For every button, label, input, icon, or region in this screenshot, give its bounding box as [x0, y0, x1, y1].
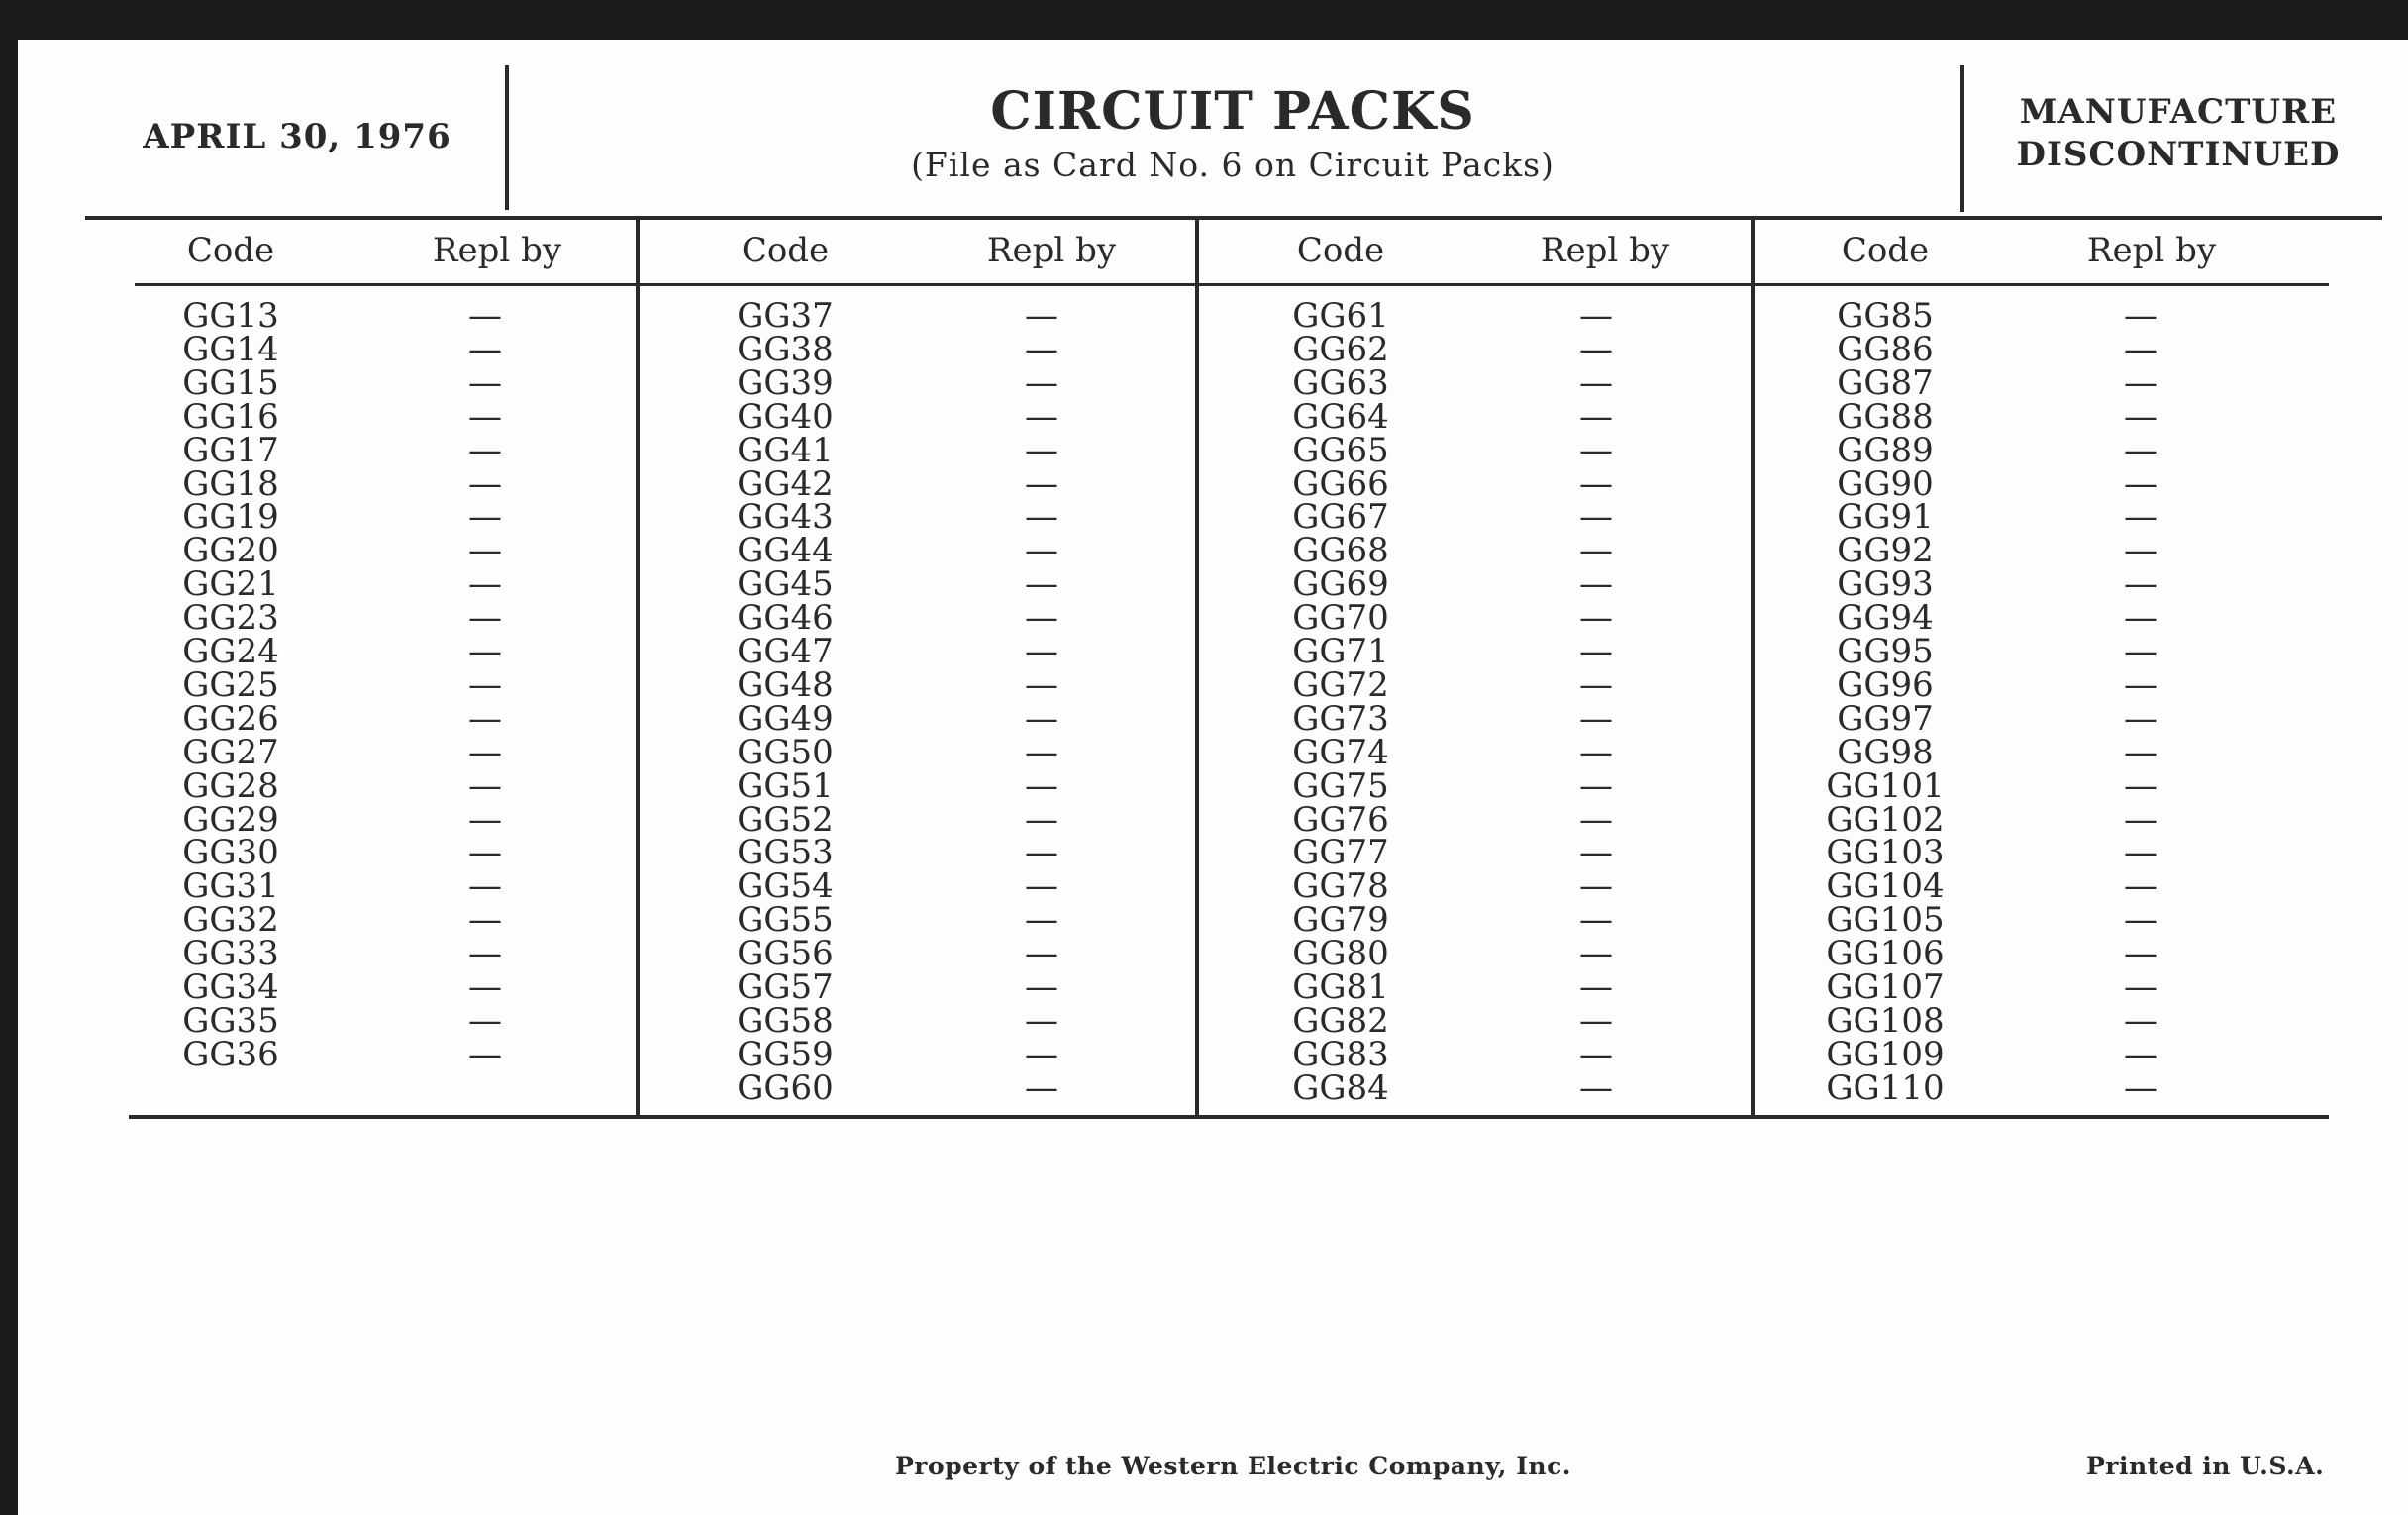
code-cell: GG83	[1292, 1034, 1389, 1074]
code-cell: GG93	[1837, 564, 1934, 605]
repl-cell: —	[1579, 1067, 1613, 1108]
repl-cell: —	[2124, 296, 2157, 336]
code-cell: GG17	[182, 430, 279, 470]
repl-cell: —	[2124, 664, 2157, 705]
repl-cell: —	[1579, 732, 1613, 772]
code-cell: GG36	[182, 1034, 279, 1074]
repl-cell: —	[1025, 396, 1058, 437]
code-cell: GG34	[182, 967, 279, 1007]
repl-cell: —	[2124, 900, 2157, 941]
repl-cell: —	[1025, 632, 1058, 671]
repl-cell: —	[1025, 698, 1058, 739]
code-cell: GG27	[182, 732, 279, 772]
code-cell: GG79	[1292, 900, 1389, 941]
repl-cell: —	[468, 1034, 502, 1074]
code-cell: GG69	[1292, 564, 1389, 605]
repl-cell: —	[468, 362, 502, 403]
col3-code-header: Code	[1296, 231, 1385, 270]
code-cell: GG19	[182, 497, 279, 538]
repl-cell: —	[1579, 1000, 1613, 1041]
repl-cell: —	[2124, 598, 2157, 639]
code-cell: GG65	[1292, 430, 1389, 470]
code-cell: GG80	[1292, 934, 1389, 974]
repl-cell: —	[468, 698, 502, 739]
code-cell: GG59	[737, 1034, 834, 1074]
repl-cell: —	[468, 598, 502, 639]
repl-cell: —	[1579, 463, 1613, 504]
repl-cell: —	[1579, 296, 1613, 336]
code-cell: GG75	[1292, 765, 1389, 806]
status-block	[1970, 91, 2386, 176]
code-cell: GG50	[737, 732, 834, 772]
repl-cell: —	[468, 531, 502, 571]
code-cell: GG45	[737, 564, 834, 605]
repl-cell: —	[1579, 866, 1613, 907]
code-cell: GG90	[1837, 463, 1934, 504]
repl-cell: —	[1579, 765, 1613, 806]
code-cell: GG84	[1292, 1067, 1389, 1108]
code-cell: GG98	[1837, 732, 1934, 772]
repl-cell: —	[2124, 765, 2157, 806]
code-cell: GG107	[1826, 967, 1945, 1007]
repl-cell: —	[1025, 765, 1058, 806]
repl-cell: —	[1025, 296, 1058, 336]
code-cell: GG42	[737, 463, 834, 504]
repl-cell: —	[1579, 664, 1613, 705]
repl-cell: —	[2124, 430, 2157, 470]
col4-code-header: Code	[1841, 231, 1930, 270]
repl-cell: —	[468, 866, 502, 907]
column-divider-3	[1751, 220, 1755, 1117]
repl-cell: —	[2124, 1067, 2157, 1108]
code-cell: GG73	[1292, 698, 1389, 739]
repl-cell: —	[1579, 833, 1613, 873]
repl-cell: —	[1025, 866, 1058, 907]
repl-cell: —	[1579, 497, 1613, 538]
repl-cell: —	[1025, 564, 1058, 605]
code-cell: GG18	[182, 463, 279, 504]
repl-cell: —	[468, 833, 502, 873]
repl-cell: —	[1025, 1034, 1058, 1074]
code-cell: GG67	[1292, 497, 1389, 538]
header-divider-left	[505, 65, 509, 210]
code-cell: GG97	[1837, 698, 1934, 739]
code-cell: GG92	[1837, 531, 1934, 571]
col2-code-header: Code	[741, 231, 830, 270]
code-cell: GG102	[1826, 799, 1945, 840]
code-cell: GG101	[1826, 765, 1945, 806]
table-bottom-rule	[129, 1115, 2329, 1119]
code-cell: GG81	[1292, 967, 1389, 1007]
repl-cell: —	[2124, 531, 2157, 571]
col1-repl-header: Repl by	[432, 231, 562, 270]
col4-repl-header: Repl by	[2086, 231, 2217, 270]
code-cell: GG26	[182, 698, 279, 739]
page-title: CIRCUIT PACKS	[990, 81, 1475, 142]
code-cell: GG106	[1826, 934, 1945, 974]
repl-cell: —	[1025, 1000, 1058, 1041]
repl-cell: —	[468, 296, 502, 336]
code-cell: GG57	[737, 967, 834, 1007]
code-cell: GG44	[737, 531, 834, 571]
code-cell: GG13	[182, 296, 279, 336]
repl-cell: —	[2124, 396, 2157, 437]
code-cell: GG35	[182, 1000, 279, 1041]
repl-cell: —	[1025, 664, 1058, 705]
repl-cell: —	[468, 329, 502, 369]
repl-cell: —	[468, 564, 502, 605]
repl-cell: —	[1579, 531, 1613, 571]
repl-cell: —	[1579, 698, 1613, 739]
code-cell: GG77	[1292, 833, 1389, 873]
repl-cell: —	[468, 765, 502, 806]
repl-cell: —	[2124, 329, 2157, 369]
code-cell: GG47	[737, 632, 834, 671]
header-divider-right	[1960, 65, 1964, 212]
repl-cell: —	[2124, 632, 2157, 671]
code-cell: GG15	[182, 362, 279, 403]
code-cell: GG68	[1292, 531, 1389, 571]
footer-printed: Printed in U.S.A.	[2086, 1452, 2325, 1480]
code-cell: GG25	[182, 664, 279, 705]
repl-cell: —	[468, 1000, 502, 1041]
code-cell: GG66	[1292, 463, 1389, 504]
repl-cell: —	[1025, 463, 1058, 504]
repl-cell: —	[2124, 866, 2157, 907]
code-cell: GG85	[1837, 296, 1934, 336]
repl-cell: —	[1579, 598, 1613, 639]
repl-cell: —	[1025, 732, 1058, 772]
repl-cell: —	[1579, 430, 1613, 470]
repl-cell: —	[1579, 1034, 1613, 1074]
repl-cell: —	[2124, 967, 2157, 1007]
repl-cell: —	[1579, 934, 1613, 974]
code-cell: GG74	[1292, 732, 1389, 772]
code-cell: GG56	[737, 934, 834, 974]
code-cell: GG54	[737, 866, 834, 907]
code-cell: GG20	[182, 531, 279, 571]
repl-cell: —	[1579, 362, 1613, 403]
repl-cell: —	[1025, 430, 1058, 470]
code-cell: GG48	[737, 664, 834, 705]
col2-repl-header: Repl by	[986, 231, 1117, 270]
code-cell: GG95	[1837, 632, 1934, 671]
footer-property: Property of the Western Electric Company, Inc.	[895, 1452, 1572, 1480]
repl-cell: —	[1025, 967, 1058, 1007]
repl-cell: —	[1025, 598, 1058, 639]
code-cell: GG109	[1826, 1034, 1945, 1074]
repl-cell: —	[468, 799, 502, 840]
repl-cell: —	[468, 632, 502, 671]
code-cell: GG31	[182, 866, 279, 907]
code-cell: GG46	[737, 598, 834, 639]
col1-code-header: Code	[186, 231, 275, 270]
code-cell: GG52	[737, 799, 834, 840]
repl-cell: —	[468, 430, 502, 470]
page-subtitle: (File as Card No. 6 on Circuit Packs)	[911, 146, 1555, 184]
repl-cell: —	[1025, 934, 1058, 974]
code-cell: GG108	[1826, 1000, 1945, 1041]
repl-cell: —	[468, 900, 502, 941]
code-cell: GG51	[737, 765, 834, 806]
code-cell: GG70	[1292, 598, 1389, 639]
code-cell: GG23	[182, 598, 279, 639]
code-cell: GG63	[1292, 362, 1389, 403]
repl-cell: —	[2124, 799, 2157, 840]
repl-cell: —	[2124, 463, 2157, 504]
code-cell: GG88	[1837, 396, 1934, 437]
repl-cell: —	[468, 396, 502, 437]
code-cell: GG60	[737, 1067, 834, 1108]
repl-cell: —	[1025, 531, 1058, 571]
code-cell: GG24	[182, 632, 279, 671]
repl-cell: —	[2124, 934, 2157, 974]
code-cell: GG38	[737, 329, 834, 369]
code-cell: GG61	[1292, 296, 1389, 336]
code-cell: GG33	[182, 934, 279, 974]
repl-cell: —	[1579, 396, 1613, 437]
repl-cell: —	[468, 732, 502, 772]
code-cell: GG49	[737, 698, 834, 739]
repl-cell: —	[1025, 900, 1058, 941]
repl-cell: —	[468, 967, 502, 1007]
code-cell: GG76	[1292, 799, 1389, 840]
code-cell: GG41	[737, 430, 834, 470]
code-cell: GG37	[737, 296, 834, 336]
code-cell: GG104	[1826, 866, 1945, 907]
repl-cell: —	[1025, 1067, 1058, 1108]
repl-cell: —	[1025, 362, 1058, 403]
status-line-1: MANUFACTURE	[2019, 92, 2338, 132]
repl-cell: —	[468, 664, 502, 705]
code-cell: GG40	[737, 396, 834, 437]
code-cell: GG58	[737, 1000, 834, 1041]
repl-cell: —	[1579, 632, 1613, 671]
code-cell: GG62	[1292, 329, 1389, 369]
code-cell: GG32	[182, 900, 279, 941]
repl-cell: —	[1025, 833, 1058, 873]
repl-cell: —	[2124, 1034, 2157, 1074]
code-cell: GG14	[182, 329, 279, 369]
code-cell: GG30	[182, 833, 279, 873]
repl-cell: —	[2124, 497, 2157, 538]
repl-cell: —	[2124, 564, 2157, 605]
code-cell: GG89	[1837, 430, 1934, 470]
code-cell: GG105	[1826, 900, 1945, 941]
code-cell: GG103	[1826, 833, 1945, 873]
card-date: APRIL 30, 1976	[143, 117, 452, 156]
repl-cell: —	[2124, 362, 2157, 403]
header-rule	[85, 216, 2382, 220]
code-cell: GG39	[737, 362, 834, 403]
column-header-rule	[135, 283, 2329, 286]
code-cell: GG110	[1826, 1067, 1945, 1108]
repl-cell: —	[2124, 698, 2157, 739]
code-cell: GG21	[182, 564, 279, 605]
code-cell: GG64	[1292, 396, 1389, 437]
repl-cell: —	[1579, 799, 1613, 840]
code-cell: GG29	[182, 799, 279, 840]
repl-cell: —	[468, 497, 502, 538]
code-cell: GG82	[1292, 1000, 1389, 1041]
code-cell: GG71	[1292, 632, 1389, 671]
code-cell: GG96	[1837, 664, 1934, 705]
code-cell: GG55	[737, 900, 834, 941]
repl-cell: —	[1025, 329, 1058, 369]
code-cell: GG53	[737, 833, 834, 873]
status-line-2: DISCONTINUED	[2016, 135, 2341, 174]
repl-cell: —	[468, 463, 502, 504]
repl-cell: —	[1579, 967, 1613, 1007]
repl-cell: —	[1025, 799, 1058, 840]
code-cell: GG43	[737, 497, 834, 538]
code-cell: GG16	[182, 396, 279, 437]
repl-cell: —	[2124, 732, 2157, 772]
column-divider-1	[636, 220, 640, 1117]
code-cell: GG94	[1837, 598, 1934, 639]
repl-cell: —	[2124, 1000, 2157, 1041]
repl-cell: —	[468, 934, 502, 974]
column-divider-2	[1195, 220, 1199, 1117]
code-cell: GG28	[182, 765, 279, 806]
code-cell: GG86	[1837, 329, 1934, 369]
code-cell: GG72	[1292, 664, 1389, 705]
code-cell: GG91	[1837, 497, 1934, 538]
code-cell: GG78	[1292, 866, 1389, 907]
repl-cell: —	[1579, 564, 1613, 605]
col3-repl-header: Repl by	[1540, 231, 1670, 270]
repl-cell: —	[1025, 497, 1058, 538]
repl-cell: —	[1579, 900, 1613, 941]
repl-cell: —	[1579, 329, 1613, 369]
repl-cell: —	[2124, 833, 2157, 873]
code-cell: GG87	[1837, 362, 1934, 403]
title-block	[525, 81, 1941, 184]
